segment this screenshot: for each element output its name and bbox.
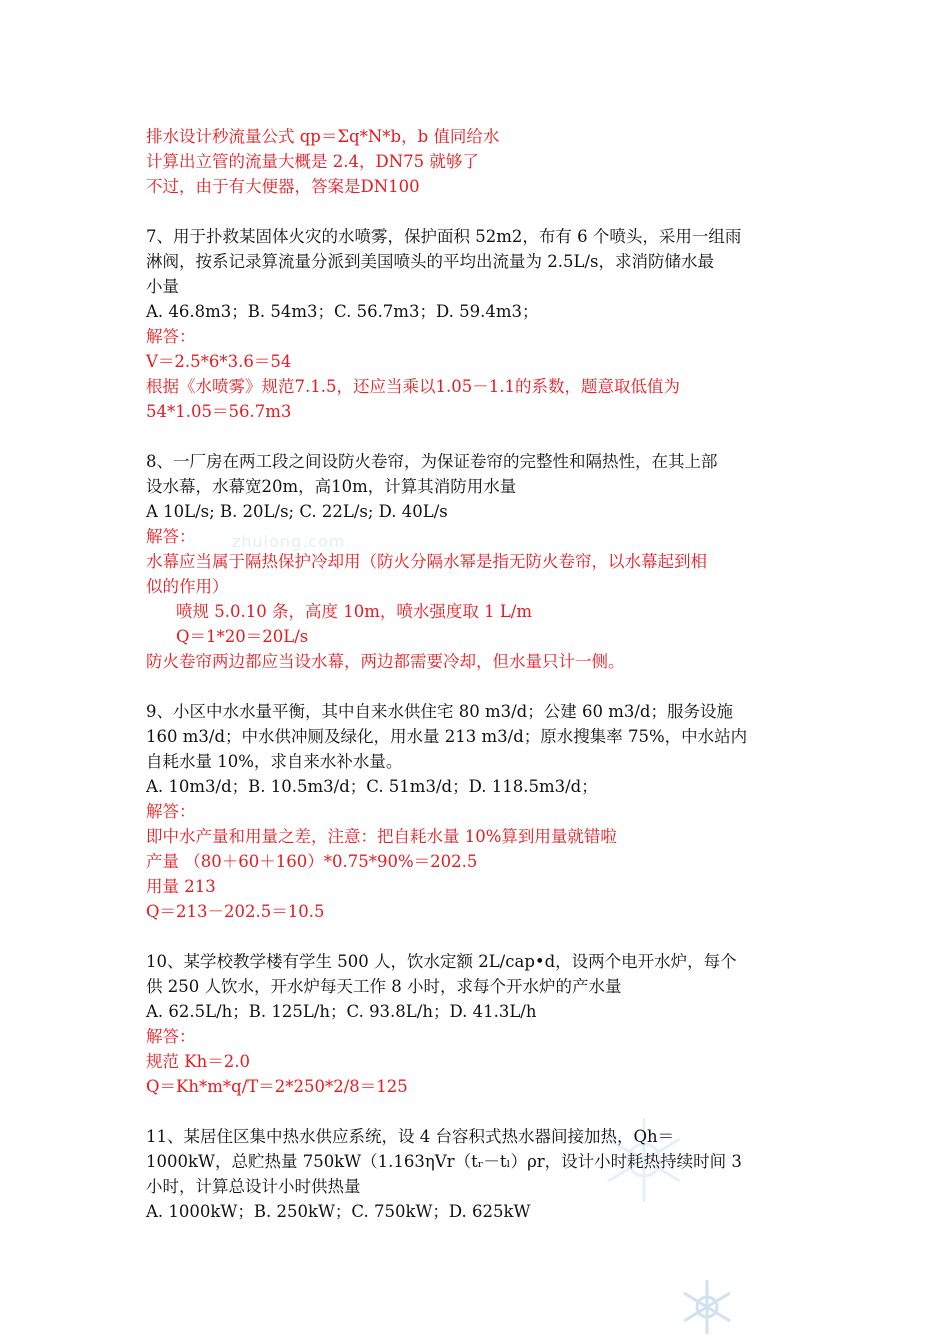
question-line: A. 1000kW；B. 250kW；C. 750kW；D. 625kW (146, 1202, 531, 1221)
question-block (146, 1124, 826, 1224)
question-line: 自耗水量 10%，求自来水补水量。 (146, 752, 403, 771)
answer-line: 根据《水喷雾》规范7.1.5，还应当乘以1.05－1.1的系数，题意取低值为 (146, 377, 680, 396)
question-line: 淋阀，按系记录算流量分派到美国喷头的平均出流量为 2.5L/s，求消防储水最 (146, 252, 714, 271)
question-line: A. 46.8m3；B. 54m3；C. 56.7m3；D. 59.4m3； (146, 302, 539, 321)
answer-line: Q＝Kh*m*q/T＝2*250*2/8＝125 (146, 1077, 408, 1096)
question-line: 10、某学校教学楼有学生 500 人，饮水定额 2L/cap•d，设两个电开水炉，每个 (146, 952, 737, 971)
question-line: 11、某居住区集中热水供应系统，设 4 台容积式热水器间接加热，Qh＝ (146, 1127, 675, 1146)
answer-line: 计算出立管的流量大概是 2.4，DN75 就够了 (146, 152, 479, 171)
answer-line: 即中水产量和用量之差，注意：把自耗水量 10%算到用量就错啦 (146, 827, 617, 846)
question-line: A. 62.5L/h；B. 125L/h；C. 93.8L/h；D. 41.3L/h (146, 1002, 537, 1021)
paragraph-gap (146, 924, 826, 949)
paragraph-gap (146, 199, 826, 224)
snowflake-logo-icon (676, 1276, 738, 1338)
question-line: A 10L/s; B. 20L/s; C. 22L/s; D. 40L/s (146, 502, 448, 521)
answer-line: V＝2.5*6*3.6＝54 (146, 352, 292, 371)
answer-line: 解答： (146, 527, 196, 546)
watermark-text: zhulong.com (232, 532, 346, 551)
answer-line: Q＝1*20＝20L/s (176, 627, 309, 646)
answer-line: 排水设计秒流量公式 qp＝Σq*N*b，b 值同给水 (146, 127, 500, 146)
question-line: 1000kW，总贮热量 750kW（1.163ηVr（tᵣ－tₗ）ρr，设计小时耗热持续时间 3 (146, 1152, 742, 1171)
paragraph-gap (146, 424, 826, 449)
document-body (146, 124, 826, 1224)
question-line: A. 10m3/d；B. 10.5m3/d；C. 51m3/d；D. 118.5m3/d； (146, 777, 598, 796)
answer-line: 解答： (146, 802, 196, 821)
answer-line: 水幕应当属于隔热保护冷却用（防火分隔水幂是指无防火卷帘，以水幕起到相 (146, 552, 707, 571)
question-line: 供 250 人饮水，开水炉每天工作 8 小时，求每个开水炉的产水量 (146, 977, 622, 996)
answer-line: 规范 Kh＝2.0 (146, 1052, 250, 1071)
answer-line: 产量 （80＋60＋160）*0.75*90%＝202.5 (146, 852, 478, 871)
question-line: 9、小区中水水量平衡，其中自来水供住宅 80 m3/d；公建 60 m3/d；服务设施 (146, 702, 733, 721)
answer-line: 用量 213 (146, 877, 216, 896)
question-block (146, 449, 826, 674)
answer-line: 54*1.05＝56.7m3 (146, 402, 292, 421)
question-line: 8、一厂房在两工段之间设防火卷帘，为保证卷帘的完整性和隔热性，在其上部 (146, 452, 718, 471)
question-line: 7、用于扑救某固体火灾的水喷雾，保护面积 52m2，布有 6 个喷头，采用一组雨 (146, 227, 742, 246)
answer-line: 似的作用） (146, 577, 229, 596)
question-line: 160 m3/d；中水供冲厕及绿化，用水量 213 m3/d；原水搜集率 75%，中水站内 (146, 727, 748, 746)
answer-block (146, 124, 826, 199)
question-block (146, 949, 826, 1099)
question-line: 设水幕，水幕宽20m，高10m，计算其消防用水量 (146, 477, 517, 496)
answer-line: Q＝213－202.5＝10.5 (146, 902, 325, 921)
question-line: 小时，计算总设计小时供热量 (146, 1177, 361, 1196)
paragraph-gap (146, 674, 826, 699)
answer-line: 防火卷帘两边都应当设水幕，两边都需要冷却，但水量只计一侧。 (146, 652, 625, 671)
answer-line: 不过，由于有大便器，答案是DN100 (146, 177, 420, 196)
paragraph-gap (146, 1099, 826, 1124)
question-block (146, 224, 826, 424)
answer-line: 喷规 5.0.10 条，高度 10m，喷水强度取 1 L/m (176, 602, 533, 621)
question-line: 小量 (146, 277, 179, 296)
question-block (146, 699, 826, 924)
answer-line: 解答： (146, 1027, 196, 1046)
answer-line: 解答： (146, 327, 196, 346)
